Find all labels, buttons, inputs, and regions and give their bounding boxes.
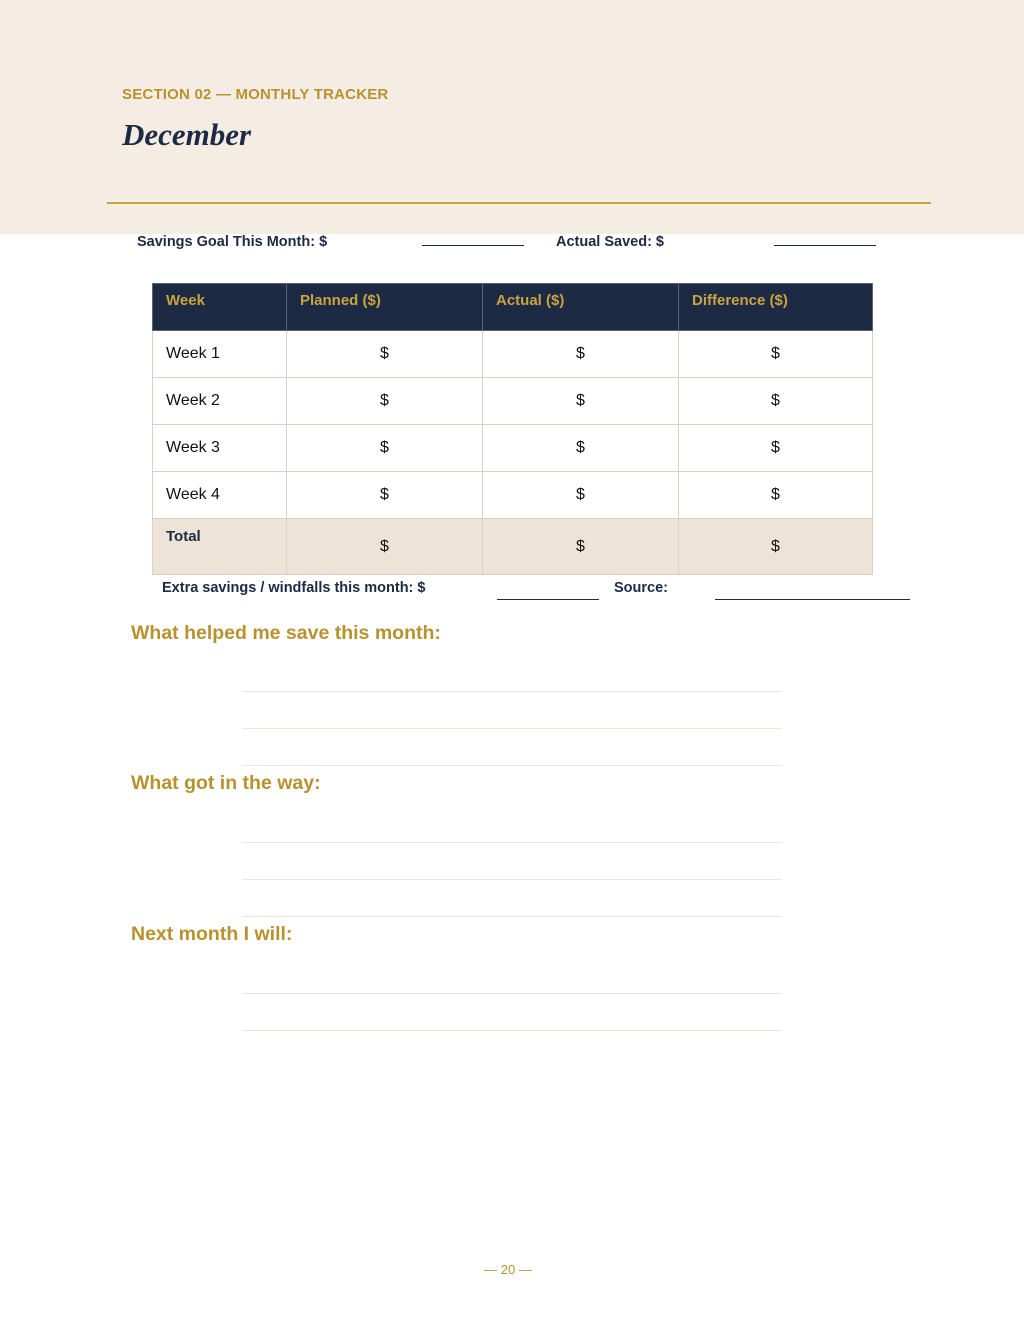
table-row xyxy=(153,425,873,472)
writing-line[interactable] xyxy=(242,728,782,729)
savings-goal-blank[interactable] xyxy=(422,245,524,246)
planned-cell[interactable]: $ xyxy=(287,331,483,378)
savings-tracker-table xyxy=(152,283,873,575)
table-header-row xyxy=(153,284,873,331)
writing-line[interactable] xyxy=(242,916,782,917)
row-label: Week 4 xyxy=(153,472,287,519)
row-label: Week 1 xyxy=(153,331,287,378)
planned-cell[interactable]: $ xyxy=(287,472,483,519)
actual-saved-blank[interactable] xyxy=(774,245,876,246)
total-label: Total xyxy=(153,519,287,575)
planned-cell[interactable]: $ xyxy=(287,425,483,472)
source-blank[interactable] xyxy=(715,599,910,600)
next-month-prompt: Next month I will: xyxy=(131,923,293,945)
writing-line[interactable] xyxy=(242,765,782,766)
source-label: Source: xyxy=(614,580,668,596)
page-title: December xyxy=(122,117,252,152)
header-planned: Planned ($) xyxy=(287,284,483,331)
actual-saved-label: Actual Saved: $ xyxy=(556,234,664,250)
difference-cell[interactable]: $ xyxy=(679,425,873,472)
actual-cell[interactable]: $ xyxy=(483,331,679,378)
total-row xyxy=(153,519,873,575)
header-week: Week xyxy=(153,284,287,331)
page-number: — 20 — xyxy=(484,1262,532,1277)
planned-cell[interactable]: $ xyxy=(287,378,483,425)
header-divider xyxy=(107,202,931,204)
actual-cell[interactable]: $ xyxy=(483,378,679,425)
obstacles-prompt: What got in the way: xyxy=(131,772,321,794)
writing-line[interactable] xyxy=(242,1030,782,1031)
writing-line[interactable] xyxy=(242,993,782,994)
total-difference-cell[interactable]: $ xyxy=(679,519,873,575)
header-difference: Difference ($) xyxy=(679,284,873,331)
row-label: Week 2 xyxy=(153,378,287,425)
difference-cell[interactable]: $ xyxy=(679,378,873,425)
actual-cell[interactable]: $ xyxy=(483,425,679,472)
difference-cell[interactable]: $ xyxy=(679,331,873,378)
writing-line[interactable] xyxy=(242,879,782,880)
table-row xyxy=(153,472,873,519)
difference-cell[interactable]: $ xyxy=(679,472,873,519)
actual-cell[interactable]: $ xyxy=(483,472,679,519)
savings-goal-label: Savings Goal This Month: $ xyxy=(137,234,328,250)
row-label: Week 3 xyxy=(153,425,287,472)
total-actual-cell[interactable]: $ xyxy=(483,519,679,575)
writing-line[interactable] xyxy=(242,842,782,843)
writing-line[interactable] xyxy=(242,691,782,692)
windfall-blank[interactable] xyxy=(497,599,599,600)
total-planned-cell[interactable]: $ xyxy=(287,519,483,575)
section-kicker: SECTION 02 — MONTHLY TRACKER xyxy=(122,86,389,103)
table-row xyxy=(153,378,873,425)
helped-save-prompt: What helped me save this month: xyxy=(131,622,441,644)
windfall-label: Extra savings / windfalls this month: $ xyxy=(162,580,426,596)
table-row xyxy=(153,331,873,378)
header-actual: Actual ($) xyxy=(483,284,679,331)
